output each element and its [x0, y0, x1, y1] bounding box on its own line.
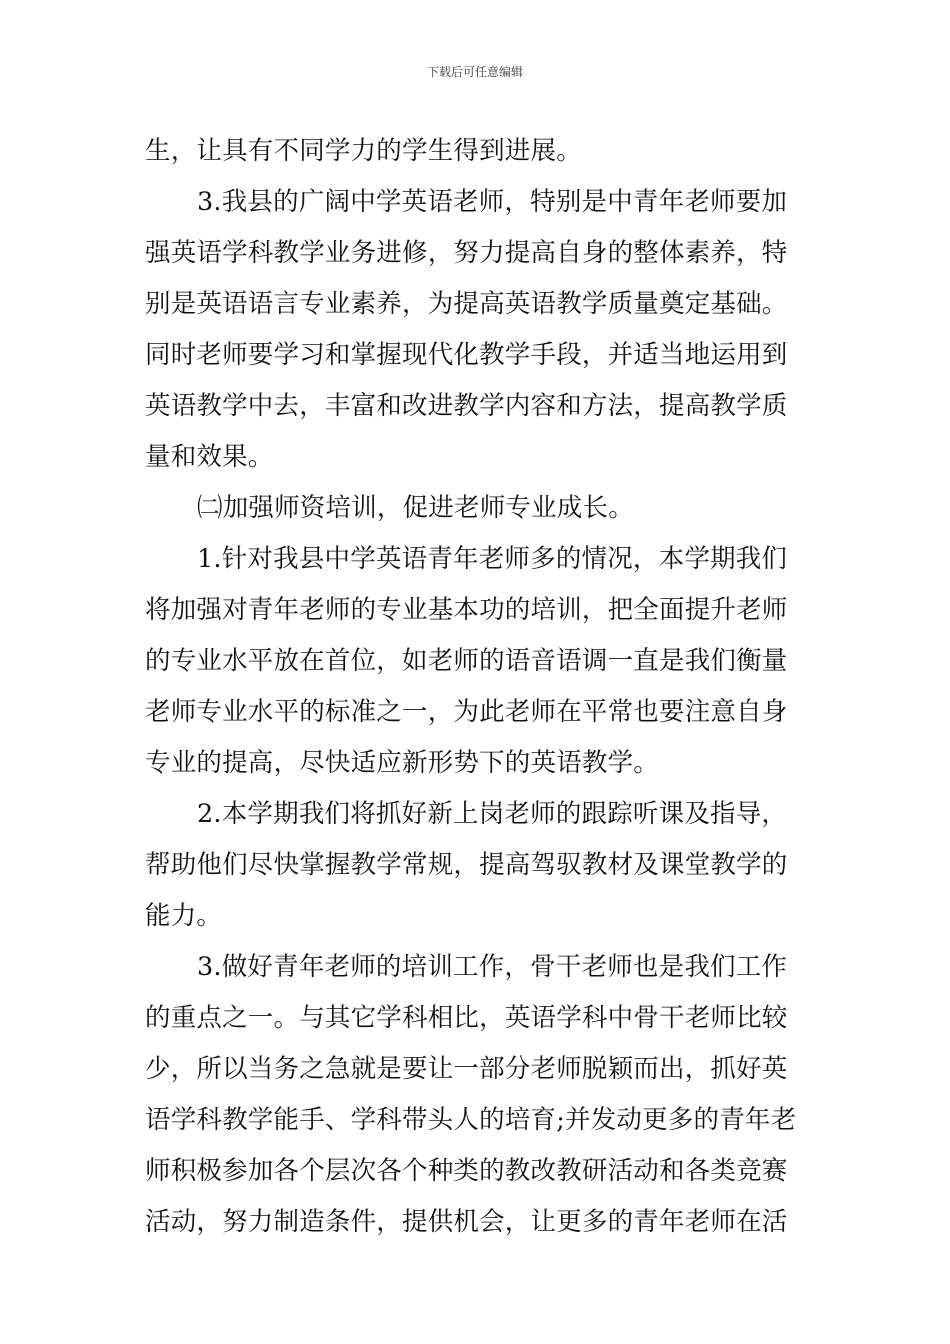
paragraph-start-line: 2.本学期我们将抓好新上岗老师的跟踪听课及指导， — [197, 799, 788, 829]
text-line: 的重点之一。与其它学科相比，英语学科中骨干老师比较 — [145, 1003, 788, 1033]
text-line: 生，让具有不同学力的学生得到进展。 — [145, 136, 582, 166]
page-header: 下载后可任意编辑 — [426, 65, 523, 79]
paragraph-start-line: 3.做好青年老师的培训工作，骨干老师也是我们工作 — [197, 952, 788, 982]
text-line: 能力。 — [145, 901, 223, 931]
text-line: 别是英语语言专业素养，为提高英语教学质量奠定基础。 — [145, 289, 788, 319]
text-line: 语学科教学能手、学科带头人的培育;并发动更多的青年老 — [145, 1105, 797, 1135]
text-line: 师积极参加各个层次各个种类的教改教研活动和各类竞赛 — [145, 1156, 788, 1186]
text-line: 帮助他们尽快掌握教学常规，提高驾驭教材及课堂教学的 — [145, 850, 788, 880]
text-line: 老师专业水平的标准之一，为此老师在平常也要注意自身 — [145, 697, 788, 727]
text-line: 将加强对青年老师的专业基本功的培训，把全面提升老师 — [145, 595, 788, 625]
text-line: 的专业水平放在首位，如老师的语音语调一直是我们衡量 — [145, 646, 788, 676]
text-line: 强英语学科教学业务进修，努力提高自身的整体素养，特 — [145, 238, 788, 268]
text-line: 同时老师要学习和掌握现代化教学手段，并适当地运用到 — [145, 340, 788, 370]
text-line: 活动，努力制造条件，提供机会，让更多的青年老师在活 — [145, 1207, 788, 1237]
section-heading: ㈡加强师资培训，促进老师专业成长。 — [197, 493, 634, 523]
document-body — [145, 126, 815, 1248]
text-line: 少，所以当务之急就是要让一部分老师脱颖而出，抓好英 — [145, 1054, 788, 1084]
text-line: 英语教学中去，丰富和改进教学内容和方法，提高教学质 — [145, 391, 788, 421]
text-line: 量和效果。 — [145, 442, 274, 472]
paragraph-start-line: 1.针对我县中学英语青年老师多的情况，本学期我们 — [197, 544, 788, 574]
paragraph-start-line: 3.我县的广阔中学英语老师，特别是中青年老师要加 — [197, 187, 788, 217]
text-line: 专业的提高，尽快适应新形势下的英语教学。 — [145, 748, 660, 778]
